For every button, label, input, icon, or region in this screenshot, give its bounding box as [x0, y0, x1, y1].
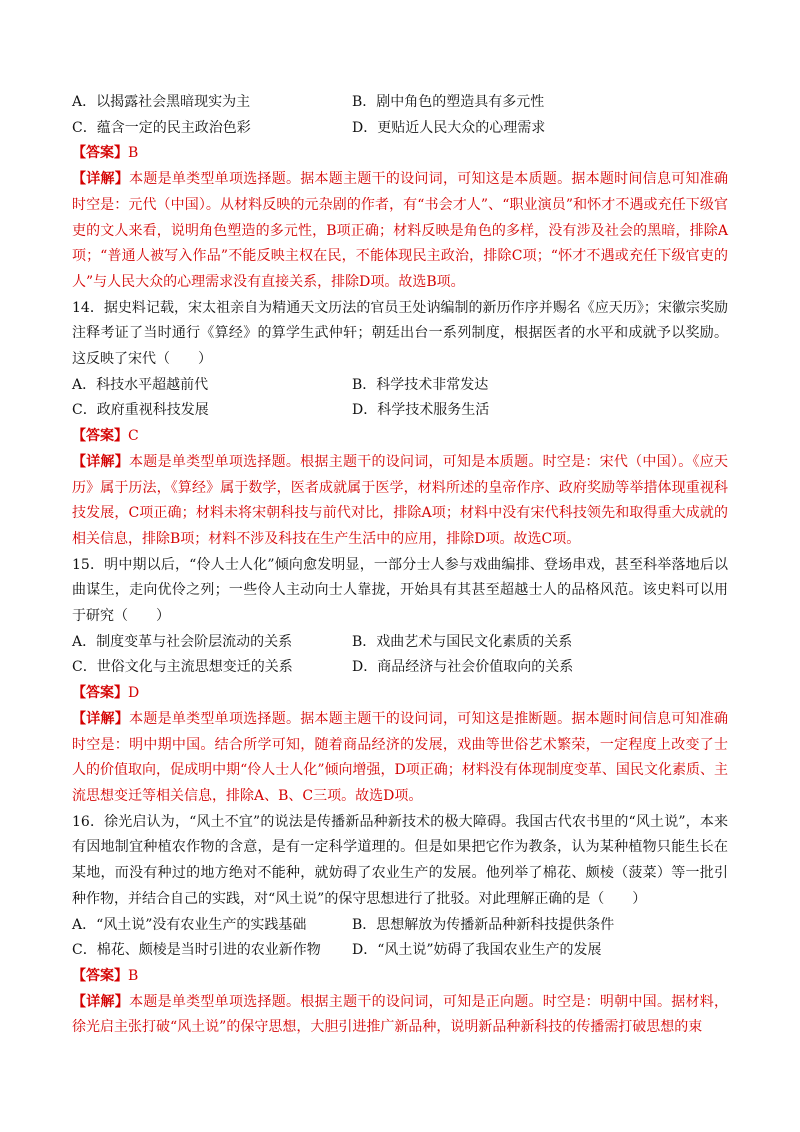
answer-value: D: [128, 685, 140, 702]
q13-options-row2: [72, 116, 728, 142]
answer-label: 【答案】: [72, 685, 128, 702]
q13-answer: [72, 141, 728, 167]
q16-option-c: C．棉花、颇棱是当时引进的农业新作物: [72, 942, 321, 959]
document-page: [72, 90, 728, 1041]
explanation-text: 本题是单类型单项选择题。根据主题干的设问词，可知是正向题。时空是：明朝中国。据材料，徐光启主张打破“风土说”的保守思想，大胆引进推广新品种，说明新品种新科技的传播需打破思想的束: [72, 993, 729, 1036]
q14-answer: [72, 424, 728, 450]
q15-options-row2: [72, 655, 728, 681]
q13-option-c: C．蕴含一定的民主政治色彩: [72, 119, 251, 136]
q16-stem: 16．徐光启认为，“风土不宜”的说法是传播新品种新技术的极大障碍。我国古代农书里的“风土说”，本来有因地制宜种植农作物的含意，是有一定科学道理的。但是如果把它作为教条，认为某种植物只能生长在某地，而没有种过的地方绝对不能种，就妨碍了农业生产的发展。他列举了棉花、颇棱（菠菜）等一批引种作物，并结合自己的实践，对“风土说”的保守思想进行了批驳。对此理解正确的是（ ）: [72, 813, 728, 907]
q15-options-row1: [72, 630, 728, 656]
q13-option-b: B．剧中角色的塑造具有多元性: [352, 94, 545, 110]
q14-options-row2: [72, 398, 728, 424]
q15-option-d: D．商品经济与社会价值取向的关系: [352, 659, 574, 676]
q15-answer: [72, 681, 728, 707]
q16-options-row2: [72, 938, 728, 964]
q14-option-a: A．科技水平超越前代: [72, 376, 209, 393]
answer-label: 【答案】: [72, 145, 128, 162]
q13-options-row1: [72, 90, 728, 116]
q15-option-a: A．制度变革与社会阶层流动的关系: [72, 633, 293, 650]
answer-value: B: [128, 145, 139, 162]
answer-value: C: [128, 428, 139, 445]
q16-answer: [72, 964, 728, 990]
q13-option-d: D．更贴近人民大众的心理需求: [352, 119, 546, 136]
q14-explanation: [72, 450, 728, 553]
answer-label: 【答案】: [72, 428, 128, 445]
answer-label: 【答案】: [72, 967, 128, 984]
q15-option-c: C．世俗文化与主流思想变迁的关系: [72, 659, 293, 676]
q16-option-b: B．思想解放为传播新品种新科技提供条件: [352, 916, 615, 933]
q14-options-row1: [72, 373, 728, 399]
explanation-text: 本题是单类型单项选择题。根据主题干的设问词，可知是本质题。时空是：宋代（中国）。《应天历》属于历法，《算经》属于数学，医者成就属于医学，材料所述的皇帝作序、政府奖励等举措体现重视科技发展，C项正确；材料未将宋朝科技与前代对比，排除A项；材料中没有宋代科技领先和取得重大成就的相关信息，排除B项；材料不涉及科技在生产生活中的应用，排除D项。故选C项。: [72, 453, 729, 547]
explanation-label: 【详解】: [72, 993, 130, 1010]
q15-option-b: B．戏曲艺术与国民文化素质的关系: [352, 633, 573, 650]
q14-option-d: D．科学技术服务生活: [352, 402, 490, 419]
q16-option-d: D．“风土说”妨碍了我国农业生产的发展: [352, 942, 602, 959]
q14-stem: 14．据史料记载，宋太祖亲自为精通天文历法的官员王处讷编制的新历作序并赐名《应天历》；宋徽宗奖励注释考证了当时通行《算经》的算学生武仲轩；朝廷出台一系列制度，根据医者的水平和成就予以奖励。这反映了宋代（ ）: [72, 299, 728, 368]
q13-explanation: [72, 167, 728, 296]
q15-explanation: [72, 707, 728, 810]
q13-option-a: A．以揭露社会黑暗现实为主: [72, 94, 251, 110]
explanation-text: 本题是单类型单项选择题。据本题主题干的设问词，可知这是推断题。据本题时间信息可知准确时空是：明中期中国。结合所学可知，随着商品经济的发展，戏曲等世俗艺术繁荣，一定程度上改变了士人的价值取向，促成明中期“伶人士人化”倾向增强，D项正确；材料没有体现制度变革、国民文化素质、主流思想变迁等相关信息，排除A、B、C三项。故选D项。: [72, 710, 729, 804]
q16-explanation: [72, 990, 728, 1041]
explanation-label: 【详解】: [72, 710, 130, 727]
q16-options-row1: [72, 913, 728, 939]
q15-stem: 15．明中期以后，“伶人士人化”倾向愈发明显，一部分士人参与戏曲编排、登场串戏，甚至科举落地后以曲谋生，走向优伶之列；一些伶人主动向士人靠拢，开始具有其甚至超越士人的品格风范。该史料可以用于研究（ ）: [72, 556, 728, 625]
q14-option-b: B．科学技术非常发达: [352, 376, 489, 393]
q16-option-a: A．“风土说”没有农业生产的实践基础: [72, 916, 307, 933]
explanation-text: 本题是单类型单项选择题。据本题主题干的设问词，可知这是本质题。据本题时间信息可知准确时空是：元代（中国）。从材料反映的元杂剧的作者，有“书会才人”、“职业演员”和怀才不遇或充任下级官吏的文人来看，说明角色塑造的多元性，B项正确；材料反映是角色的多样，没有涉及社会的黑暗，排除A项；“普通人被写入作品”不能反映主权在民，不能体现民主政治，排除C项；“怀才不遇或充任下级官吏的人”与人民大众的心理需求没有直接关系，排除D项。故选B项。: [72, 171, 729, 290]
explanation-label: 【详解】: [72, 171, 130, 188]
explanation-label: 【详解】: [72, 453, 130, 470]
q14-option-c: C．政府重视科技发展: [72, 402, 209, 419]
answer-value: B: [128, 967, 139, 984]
